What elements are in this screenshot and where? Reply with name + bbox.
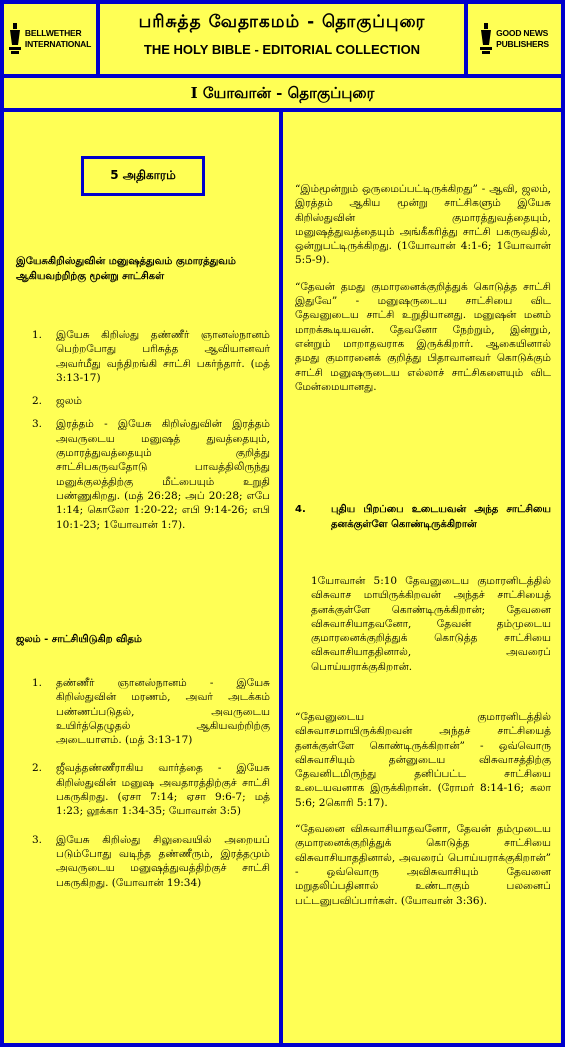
section2-list xyxy=(32,676,270,899)
right-column xyxy=(283,112,561,1043)
list-item: 2. ஜலம் xyxy=(32,395,82,408)
section-heading: ஜலம் - சாட்சியிடுகிற விதம் xyxy=(16,634,142,645)
paragraph: 1யோவான் 5:10 தேவனுடைய குமாரனிடத்தில் விசுவாச மாயிருக்கிறவன் அந்தச் சாட்சியைத் தனக்குள்ளே கொண்டிருக்கிறான்; தேவனை விசுவாசியாதவனோ, தேவன் தம்முடைய குமாரனைக்குறித்துக் கொடுத்த சாட்சியை விசுவாசியாததினால், அவரைப் பொய்யராக்குகிறான். xyxy=(311,575,551,673)
logo-line1: GOOD NEWS xyxy=(496,28,549,38)
section-heading: இயேசுகிறிஸ்துவின் மனுஷத்துவம் குமாரத்துவம் ஆகியவற்றிற்கு மூன்று சாட்சிகள் xyxy=(16,256,236,282)
book-title-bar xyxy=(4,78,561,108)
book-title: I யோவான் - தொகுப்புரை xyxy=(190,84,375,102)
lamp-icon xyxy=(9,21,21,57)
paragraph: “இம்மூன்றும் ஒருமைப்பட்டிருக்கிறது” - ஆவி, ஜலம், இரத்தம் ஆகிய மூன்று சாட்சிகளும் இயேசு கிறிஸ்துவின் குமாரத்துவத்தையும், மனுஷத்துவத்தையும் அங்கீகரித்து சாட்சி பகருவதில், ஒன்றுபட்டிருக்கிறது. (1யோவான் 4:1-6; 1யோவான் 5:5-9). xyxy=(295,183,551,267)
paragraph: “தேவன் தமது குமாரனைக்குறித்துக் கொடுத்த சாட்சி இதுவே” - மனுஷருடைய சாட்சியை விட தேவனுடைய சாட்சி உறுதியானது. மனுஷன் மனம் மாறக்கூடியவன். தேவனோ நேற்றும், இன்றும், என்றும் மாறாதவராக இருக்கிறார். ஆகையினால் தமது குமாரனைக் குறித்து பிதாவானவர் கொடுக்கும் சாட்சி மனுஷருடைய எல்லாச் சாட்சிகளையும் விட மேன்மையானது. xyxy=(295,280,551,393)
english-title: THE HOLY BIBLE - EDITORIAL COLLECTION xyxy=(143,42,421,57)
list-item: 1. தண்ணீர் ஞானஸ்நானம் - இயேசு கிறிஸ்துவின் மரணம், அவர் அடக்கம் பண்ணப்படுதல், அவருடைய உயிர்த்தெழுதல் ஆகியவற்றிற்கு அடையாளம். (மத் 3:13-17) xyxy=(32,677,270,747)
section4-heading-block xyxy=(295,502,551,532)
section-number: 4. xyxy=(295,504,306,515)
left-column xyxy=(4,112,279,1043)
list-item: 3. இயேசு கிறிஸ்து சிலுவையில் அறையப் படும்போது வடிந்த தண்ணீரும், இரத்தமும் அவருடைய மனுஷத்துவத்திற்குச் சாட்சி பகருகிறது. (யோவான் 19:34) xyxy=(32,833,270,889)
logo-line2: INTERNATIONAL xyxy=(24,39,92,49)
bellwether-logo xyxy=(4,4,96,74)
good-news-logo xyxy=(468,4,561,74)
header-title-block xyxy=(100,4,464,74)
list-item: 3. இரத்தம் - இயேசு கிறிஸ்துவின் இரத்தம் அவருடைய மனுஷத் துவத்தையும், குமாரத்துவத்தையும் குறித்து சாட்சிபகருவதோடு பாவத்திலிருந்து மனுக்குலத்திற்கு மீட்பையும் உறுதி பண்ணுகிறது. (மத் 26:28; அப் 20:28; எபே 1:14; கொலோ 1:20-22; எபி 9:14-26; எபி 10:1-23; 1யோவான் 1:7). xyxy=(32,418,270,531)
section1-list xyxy=(32,328,270,541)
lamp-icon xyxy=(480,21,492,57)
tamil-title: பரிசுத்த வேதாகமம் - தொகுப்புரை xyxy=(138,12,426,32)
list-item: 1. இயேசு கிறிஸ்து தண்ணீர் ஞானஸ்நானம் பெற்றபோது பரிசுத்த ஆவியானவர் அவர்மீது வந்திறங்கி சாட்சி பகர்ந்தார். (மத் 3:13-17) xyxy=(32,329,270,384)
paragraph: “தேவனை விசுவாசியாதவனோ, தேவன் தம்முடைய குமாரனைக்குறித்துக் கொடுத்த சாட்சியை விசுவாசியாததினால், அவரைப் பொய்யராக்குகிறான்” - ஒவ்வொரு அவிசுவாசியும் தேவனை மறுதலிப்பதினால் உண்டாகும் பலனைப் பட்டனுபவிப்பார்கள். (யோவான் 3:36). xyxy=(295,823,551,907)
logo-line1: BELLWETHER xyxy=(24,28,82,38)
chapter-label: 5 அதிகாரம் xyxy=(81,156,205,196)
paragraph: “தேவனுடைய குமாரனிடத்தில் விசுவாசமாயிருக்கிறவன் அந்தச் சாட்சியைத் தனக்குள்ளே கொண்டிருக்கிறான்” - ஒவ்வொரு விசுவாசியும் தன்னுடைய விசுவாசத்திற்கு தேவனிடமிருந்து தனிப்பட்ட சாட்சியை உடையவனாக இருக்கிறான். (ரோமர் 8:14-16; கலா 5:6; 2கொரி 5:17). xyxy=(295,711,551,809)
list-item: 2. ஜீவத்தண்ணீராகிய வார்த்தை - இயேசு கிறிஸ்துவின் மனுஷ அவதாரத்திற்குச் சாட்சி பகருகிறது. (ஏசா 7:14; ஏசா 9:6-7; மத் 1:23; லூக்கா 1:34-35; யோவான் 3:5) xyxy=(32,762,270,818)
logo-line2: PUBLISHERS xyxy=(496,39,549,49)
section-heading: புதிய பிறப்பை உடையவன் அந்த சாட்சியை தனக்குள்ளே கொண்டிருக்கிறான் xyxy=(331,504,551,530)
